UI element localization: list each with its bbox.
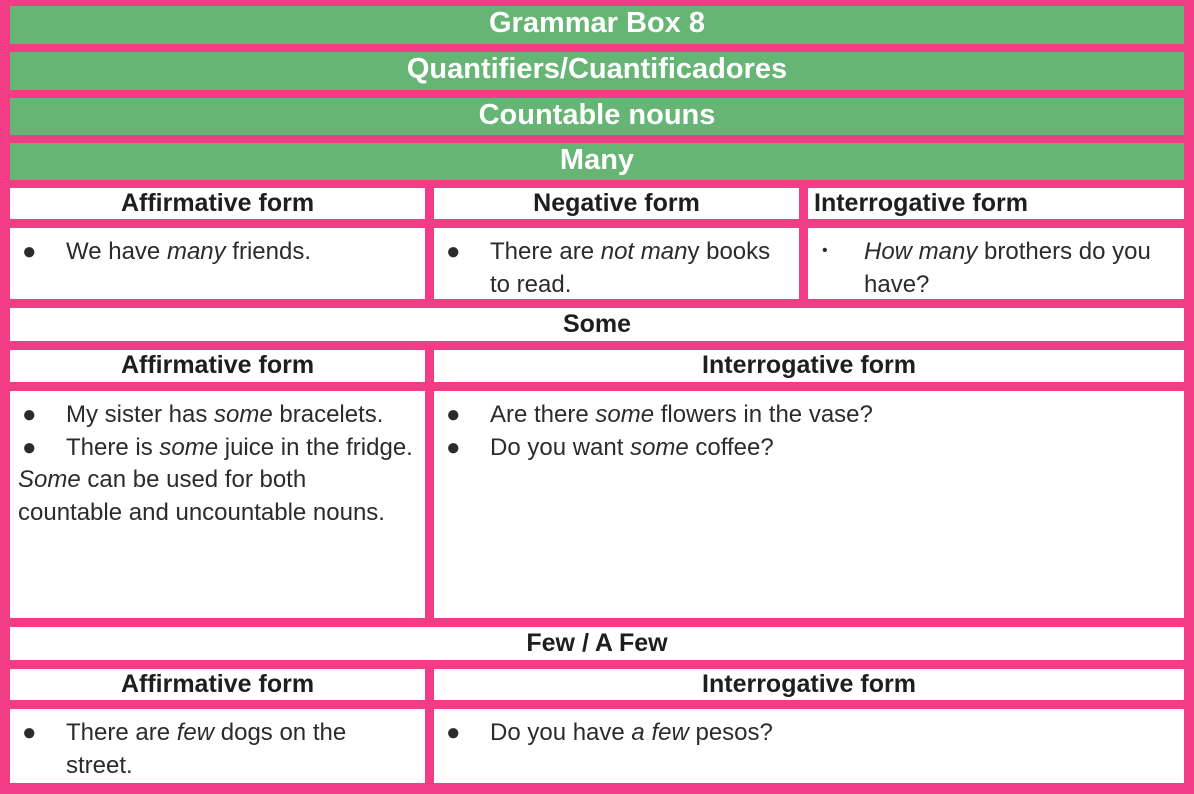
bullet-icon: ● — [22, 401, 37, 428]
title: Grammar Box 8 — [489, 7, 705, 39]
bullet-icon: ● — [446, 433, 461, 461]
some-affirmative-cell — [10, 391, 425, 618]
usage-note: Some can be used for both countable and uncountable nouns. — [18, 466, 385, 526]
many-affirmative-cell — [10, 228, 425, 299]
bullet-icon: • — [822, 242, 828, 259]
category-row — [10, 98, 1184, 135]
subtitle-row — [10, 52, 1184, 90]
few-interrogative-cell — [434, 709, 1184, 783]
many-heading: Many — [559, 144, 635, 176]
bullet-icon: ● — [22, 238, 37, 265]
list-item: ● My sister has some bracelets. — [18, 399, 415, 432]
many-affirmative-header: Affirmative form — [10, 188, 425, 219]
some-interrogative-cell — [434, 391, 1184, 618]
many-interrogative-header: Interrogative form — [808, 188, 1184, 219]
some-affirmative-header: Affirmative form — [10, 350, 425, 382]
many-negative-cell — [434, 228, 799, 299]
bullet-icon: ● — [446, 401, 461, 428]
category-heading: Countable nouns — [478, 99, 716, 131]
few-affirmative-cell — [10, 709, 425, 783]
many-row — [10, 143, 1184, 180]
bullet-icon: ● — [22, 433, 37, 461]
title-row — [10, 6, 1184, 44]
few-affirmative-header: Affirmative form — [10, 669, 425, 700]
list-item: ● There are few dogs on the street. — [22, 719, 347, 779]
list-item: ● There are not many books to read. — [446, 238, 771, 298]
bullet-icon: ● — [446, 238, 461, 265]
bullet-icon: ● — [446, 719, 461, 746]
some-interrogative-header: Interrogative form — [434, 350, 1184, 382]
some-heading-row — [10, 308, 1184, 341]
bullet-icon: ● — [22, 719, 37, 746]
list-item: ● We have many friends. — [18, 236, 415, 269]
some-heading: Some — [562, 310, 632, 338]
many-negative-header: Negative form — [434, 188, 799, 219]
few-interrogative-header: Interrogative form — [434, 669, 1184, 700]
many-interrogative-cell — [808, 228, 1184, 299]
list-item: ● Do you have a few pesos? — [442, 717, 1174, 750]
subtitle: Quantifiers/Cuantificadores — [406, 53, 788, 85]
list-item: ● Are there some flowers in the vase? — [442, 399, 1174, 432]
few-heading: Few / A Few — [526, 629, 668, 657]
list-item: ● There is some juice in the fridge. — [18, 432, 415, 465]
few-heading-row — [10, 627, 1184, 660]
list-item: • How many brothers do you have? — [816, 236, 1174, 299]
list-item: ● Do you want some coffee? — [442, 432, 1174, 465]
